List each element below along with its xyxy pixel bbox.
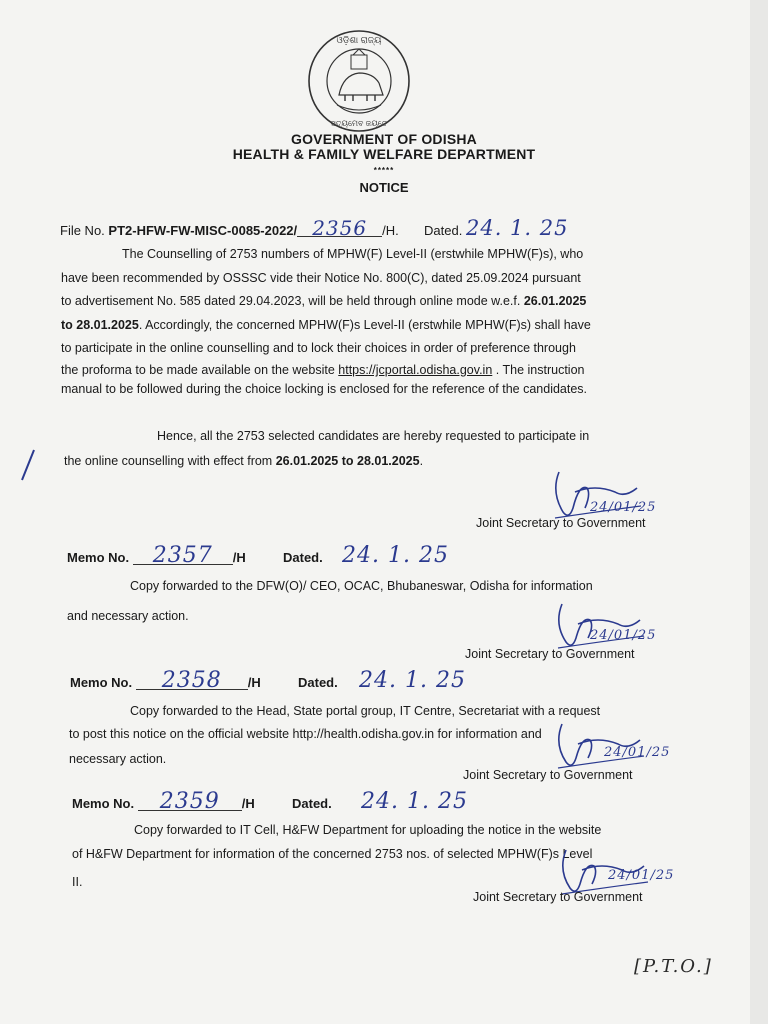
department-heading: HEALTH & FAMILY WELFARE DEPARTMENT [232,146,536,162]
memo-body-line: necessary action. [69,752,167,766]
file-number: PT2-HFW-FW-MISC-0085-2022/ [108,223,298,238]
handwritten-file-number: 2356 [297,220,382,237]
heading-stars: ***** [373,166,395,175]
body-line: The Counselling of 2753 numbers of MPHW(F) Level-II (erstwhile MPHW(F)s), who [122,247,584,261]
signatory-title: Joint Secretary to Government [473,890,643,904]
signature-date: 24/01/25 [590,500,657,515]
memo-line: Memo No. 2359 /H Dated. 24. 1. 25 [72,789,468,814]
handwritten-memo-date: 24. 1. 25 [358,668,466,693]
signatory-title: Joint Secretary to Government [476,516,646,530]
body-line: to 28.01.2025. Accordingly, the concerned MPHW(F)s Level-II (erstwhile MPHW(F)s) shall have [61,318,591,332]
body-line: the proforma to be made available on the website https://jcportal.odisha.gov.in . The instruction [61,363,585,377]
handwritten-memo-number: 2357 [133,548,233,565]
pto-note: [P.T.O.] [634,956,713,977]
jcportal-link[interactable]: https://jcportal.odisha.gov.in [338,363,493,377]
memo-body-line: Copy forwarded to the Head, State portal group, IT Centre, Secretariat with a request [130,704,601,718]
dated-label: Dated. [424,223,463,238]
handwritten-date: 24. 1. 25 [465,216,569,240]
memo-body-line: Copy forwarded to IT Cell, H&FW Department for uploading the notice in the website [134,823,602,837]
government-heading: GOVERNMENT OF ODISHA [290,131,477,147]
handwritten-memo-number: 2358 [136,673,248,690]
body-line: have been recommended by OSSSC vide their Notice No. 800(C), dated 25.09.2024 pursuant [61,271,581,285]
file-suffix: /H. [382,223,399,238]
memo-body-line: Copy forwarded to the DFW(O)/ CEO, OCAC, Bhubaneswar, Odisha for information [130,579,593,593]
body-line: to advertisement No. 585 dated 29.04.2023, will be held through online mode w.e.f. 26.01.2025 [61,294,587,308]
memo-line: Memo No. 2357 /H Dated. 24. 1. 25 [67,543,449,568]
signature-date: 24/01/25 [604,745,671,760]
body-line: the online counselling with effect from 26.01.2025 to 28.01.2025. [64,454,424,468]
svg-text:ଓଡ଼ିଶା ରାଜ୍ୟ: ଓଡ଼ିଶା ରାଜ୍ୟ [336,35,382,45]
handwritten-memo-date: 24. 1. 25 [360,789,468,814]
memo-body-line: II. [72,875,83,889]
memo-body-line: to post this notice on the official website http://health.odisha.gov.in for information and [69,727,542,741]
memo-label: Memo No. [67,550,130,565]
memo-dated-label: Dated. [283,550,323,565]
file-label: File No. [60,223,105,238]
odisha-seal-emblem [303,25,415,137]
memo-line: Memo No. 2358 /H Dated. 24. 1. 25 [70,668,466,693]
memo-body-line: of H&FW Department for information of the concerned 2753 nos. of selected MPHW(F)s Level [72,847,593,861]
file-number-line [60,216,569,240]
margin-pen-mark [18,448,38,482]
signatory-title: Joint Secretary to Government [463,768,633,782]
handwritten-memo-number: 2359 [138,794,242,811]
svg-text:ସତ୍ୟମେବ ଜୟତେ: ସତ୍ୟମେବ ଜୟତେ [330,119,388,128]
notice-heading: NOTICE [359,180,409,195]
body-line: to participate in the online counselling and to lock their choices in order of preference through [61,341,576,355]
signature-date: 24/01/25 [590,628,657,643]
memo-body-line: and necessary action. [67,609,189,623]
handwritten-memo-date: 24. 1. 25 [341,543,449,568]
body-line: manual to be followed during the choice locking is enclosed for the reference of the candidates. [61,382,588,396]
signatory-title: Joint Secretary to Government [465,647,635,661]
body-line: Hence, all the 2753 selected candidates are hereby requested to participate in [157,429,590,443]
signature-date: 24/01/25 [608,868,675,883]
